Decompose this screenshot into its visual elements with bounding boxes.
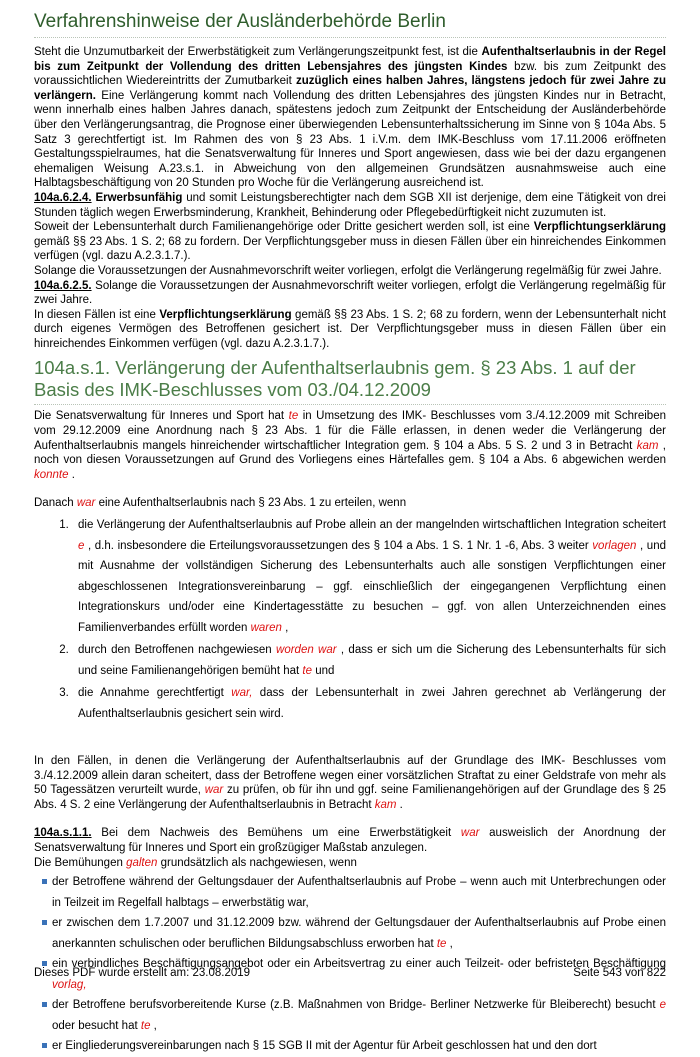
amended-text: galten <box>126 856 158 869</box>
list-item <box>42 995 666 1036</box>
text: ein verbindliches Beschäftigungsangebot oder ein Arbeitsvertrag zu einer auch Teilzeit- oder befristeten Beschäftigung <box>52 958 666 971</box>
amended-text: waren <box>250 621 282 634</box>
text: bzw. bis zum Zeitpunkt des voraussichtlichen Wiedereintritts der Zumutbarkeit <box>34 60 667 88</box>
amended-text: te <box>436 937 447 950</box>
bold-text: Verpflichtungserklärung <box>533 221 666 234</box>
page-footer <box>34 967 666 979</box>
amended-text: te <box>288 410 299 423</box>
text: gemäß §§ 23 Abs. 1 S. 2; 68 zu fordern, wenn der Lebensunterhalt nicht durch eigenes Vermögen des Betroffenen gesichert ist. Der Verpflichtungsgeber muss in diesen Fällen über ein hinreichendes Einkommen verfügen (vgl. dazu A.2.3.1.7.). <box>34 308 666 350</box>
amended-text: kam <box>636 439 659 452</box>
text: Bei dem Nachweis des Bemühens um eine Erwerbstätigkeit <box>91 827 461 840</box>
text: , <box>281 621 289 634</box>
section-reference: 104a.6.2.5. <box>34 279 92 292</box>
paragraph-verpflichtung-2 <box>34 308 666 352</box>
paragraph-danach <box>34 496 666 511</box>
list-item <box>72 683 666 724</box>
section-reference: 104a.s.1.1. <box>34 827 92 840</box>
amended-text: war, <box>231 687 253 700</box>
text: zu prüfen, ob für ihn und ggf. seine Familienangehörigen auf der Grundlage des § 25 Abs. 4 S. 2 eine Verlängerung der Aufenthaltserlaubnis in Betracht <box>34 784 667 811</box>
text: , dass er sich um die Sicherung des Lebensunterhalts für sich und seine Familienangehörigen bemüht hat <box>78 644 667 677</box>
amended-text: worden war <box>276 644 337 657</box>
text: eine Aufenthaltserlaubnis nach § 23 Abs. 1 zu erteilen, wenn <box>95 497 407 510</box>
bullet-icon <box>42 961 47 966</box>
bold-text: Erwerbsunfähig <box>91 191 183 204</box>
text: der Betroffene berufsvorbereitende Kurse (z.B. Maßnahmen von Bridge- Berliner Netzwerke für Bleiberecht) besucht <box>52 999 660 1012</box>
text: die Annahme gerechtfertigt <box>78 687 232 700</box>
amended-text: war <box>460 827 480 840</box>
paragraph-senatsverwaltung <box>34 409 666 482</box>
text: die Verlängerung der Aufenthaltserlaubnis auf Probe allein an der mangelnden wirtschaftlichen Integration scheitert <box>78 519 666 532</box>
text: in Umsetzung des IMK- Beschlusses vom 3./4.12.2009 mit Schreiben vom 29.12.2009 eine Anordnung nach § 23 Abs. 1 für die Fälle erlassen, in denen weder die Verlängerung der Aufenthaltserlaubnis mangels hinreichender wirtschaftlicher Integration gem. § 104 a Abs. 5 S. 2 und 3 in Betracht <box>34 410 666 452</box>
page-title: Verfahrenshinweise der Ausländerbehörde Berlin <box>34 10 666 38</box>
text: und <box>312 664 335 677</box>
text: und somit Leistungsberechtigter nach dem SGB XII ist derjenige, dem eine Tätigkeit von drei Stunden täglich wegen Erwerbsminderung, Krankheit, Behinderung oder Pflegebedürftigkeit nicht zuzumuten ist. <box>34 191 666 219</box>
amended-text: vorlag, <box>52 978 87 991</box>
text: In diesen Fällen ist eine <box>34 308 160 321</box>
text: Danach <box>34 497 77 510</box>
amended-text: vorlagen <box>592 539 637 552</box>
text: Die Senatsverwaltung für Inneres und Sport hat <box>34 410 289 423</box>
paragraph-unzumutbarkeit <box>34 45 666 191</box>
bullet-icon <box>42 920 47 925</box>
text: dass der Lebensunterhalt in zwei Jahren gerechnet ab Verlängerung der Aufenthaltserlaubnis gesichert sein wird. <box>78 687 666 720</box>
list-item <box>42 913 666 954</box>
paragraph-straftat <box>34 754 666 812</box>
conditions-list <box>34 515 666 724</box>
text: Die Bemühungen <box>34 856 127 869</box>
text: durch den Betroffenen nachgewiesen <box>78 644 277 657</box>
bold-text: zuzüglich eines halben Jahres, längstens jedoch für zwei Jahre zu verlängern. <box>34 75 666 102</box>
section-reference: 104a.6.2.4. <box>34 191 92 204</box>
bold-text: Aufenthaltserlaubnis in der Regel bis zum Zeitpunkt der Vollendung des dritten Lebensjahres des jüngsten Kindes <box>34 46 666 73</box>
text: , <box>150 1019 157 1032</box>
list-item <box>42 1036 666 1057</box>
text: . <box>68 468 75 481</box>
amended-text: kam <box>374 798 397 811</box>
text: grundsätzlich als nachgewiesen, wenn <box>157 856 357 869</box>
amended-text: te <box>140 1019 151 1032</box>
list-item <box>42 872 666 913</box>
text: , und mit Ausnahme der vollständigen Sicherung des Lebensunterhalts auch alle sonstigen Verpflichtungen einer abgeschlossenen Integrationsvereinbarung – ggf. einschließlich der eingegangenen Verpflichtung einen Integrationskurs und/oder eine Kindertagesstätte zu besuchen – ggf. von allen Unterzeichnenden eines Familienverbandes erfüllt worden <box>78 539 666 634</box>
text: Soweit der Lebensunterhalt durch Familienangehörige oder Dritte gesichert werden soll, ist eine <box>34 221 534 234</box>
text: . <box>396 798 403 811</box>
text: oder besucht hat <box>52 1019 141 1032</box>
bold-text: Verpflichtungserklärung <box>159 308 292 321</box>
text: Eine Verlängerung kommt nach Vollendung des dritten Lebensjahres des jüngsten Kindes nur in Betracht, wenn innerhalb eines halben Jahres danach, spätestens jedoch zum Zeitpunkt der Entscheidung der Ausländerbehörde über den Verlängerungsantrag, die Prognose einer überwiegenden Lebensunterhaltssicherung im Sinne von § 104a Abs. 5 Satz 3 gerechtfertigt ist. Im Rahmen des von § 23 Abs. 1 i.V.m. dem IMK-Beschluss vom 17.11.2006 eröffneten Gestaltungsspielraumes, hat die Senatsverwaltung für Inneres und Sport angewiesen, dass wie bei der dazu ergangenen ehemaligen Weisung A.23.s.1. in Abweichung von den allgemeinen Grundsätzen ausnahmsweise auch eine Halbtagsbeschäftigung von 20 Stunden pro Woche für die Verlängerung ausreichend ist. <box>34 89 666 190</box>
paragraph-104a-s-1-1 <box>34 826 666 855</box>
list-item <box>72 640 666 681</box>
amended-text: war <box>204 784 224 797</box>
text: der Betroffene während der Geltungsdauer der Aufenthaltserlaubnis auf Probe – wenn auch mit Unterbrechungen oder in Teilzeit im Regelfall halbtags – erwerbstätig war, <box>52 876 666 909</box>
footer-page-number: Seite 543 von 822 <box>573 967 666 979</box>
text: , d.h. insbesondere die Erteilungsvoraussetzungen des § 104 a Abs. 1 S. 1 Nr. 1 -6, Abs. 3 weiter <box>84 539 593 552</box>
amended-text: te <box>302 664 312 677</box>
footer-created-date: Dieses PDF wurde erstellt am: 23.08.2019 <box>34 967 251 979</box>
text: Steht die Unzumutbarkeit der Erwerbstätigkeit zum Verlängerungszeitpunkt fest, ist die <box>34 46 482 58</box>
paragraph-bemuehungen <box>34 856 666 871</box>
amended-text: war <box>76 497 96 510</box>
bullet-icon <box>42 879 47 884</box>
paragraph-solange: Solange die Voraussetzungen der Ausnahmevorschrift weiter vorliegen, erfolgt die Verlängerung regelmäßig für zwei Jahre. <box>34 264 662 277</box>
text: er zwischen dem 1.7.2007 und 31.12.2009 bzw. während der Geltungsdauer der Aufenthaltserlaubnis auf Probe einen anerkannten schulischen oder beruflichen Bildungsabschluss erworben hat <box>52 917 666 950</box>
text: er Eingliederungsvereinbarungen nach § 15 SGB II mit der Agentur für Arbeit geschlossen hat und den dort <box>52 1040 597 1053</box>
amended-text: konnte <box>34 468 69 481</box>
amended-text: e <box>78 539 85 552</box>
section-heading: 104a.s.1. Verlängerung der Aufenthaltserlaubnis gem. § 23 Abs. 1 auf der Basis des IMK-Beschlusses vom 03./04.12.2009 <box>34 357 666 405</box>
text: In den Fällen, in denen die Verlängerung der Aufenthaltserlaubnis auf der Grundlage des IMK- Beschlusses vom 3./4.12.2009 allein daran scheitert, dass der Betroffene wegen einer vorsätzlichen Straftat zu einer Geldstrafe von mehr als 50 Tagessätzen verurteilt wurde, <box>34 755 666 797</box>
text: Solange die Voraussetzungen der Ausnahmevorschrift weiter vorliegen, erfolgt die Verlängerung regelmäßig für zwei Jahre. <box>34 279 666 307</box>
amended-text: e <box>659 999 666 1012</box>
paragraph-104a-6-2-4 <box>34 191 666 220</box>
text: , <box>446 937 453 950</box>
text: gemäß §§ 23 Abs. 1 S. 2; 68 zu fordern. Der Verpflichtungsgeber muss in diesen Fällen über ein hinreichendes Einkommen verfügen (vgl. dazu A.2.3.1.7.). <box>34 235 666 263</box>
bullet-icon <box>42 1043 47 1048</box>
evidence-list <box>34 872 666 1057</box>
text: , noch von diesen Voraussetzungen auf Grund des Vorliegens eines Härtefalles gem. § 104 a Abs. 6 abgewichen werden <box>34 439 667 467</box>
paragraph-verpflichtung-1 <box>34 220 666 264</box>
bullet-icon <box>42 1002 47 1007</box>
paragraph-104a-6-2-5 <box>34 279 666 308</box>
text: ausweislich der Anordnung der Senatsverwaltung für Inneres und Sport ein großzügiger Maßstab anzulegen. <box>34 827 666 854</box>
list-item <box>72 515 666 638</box>
